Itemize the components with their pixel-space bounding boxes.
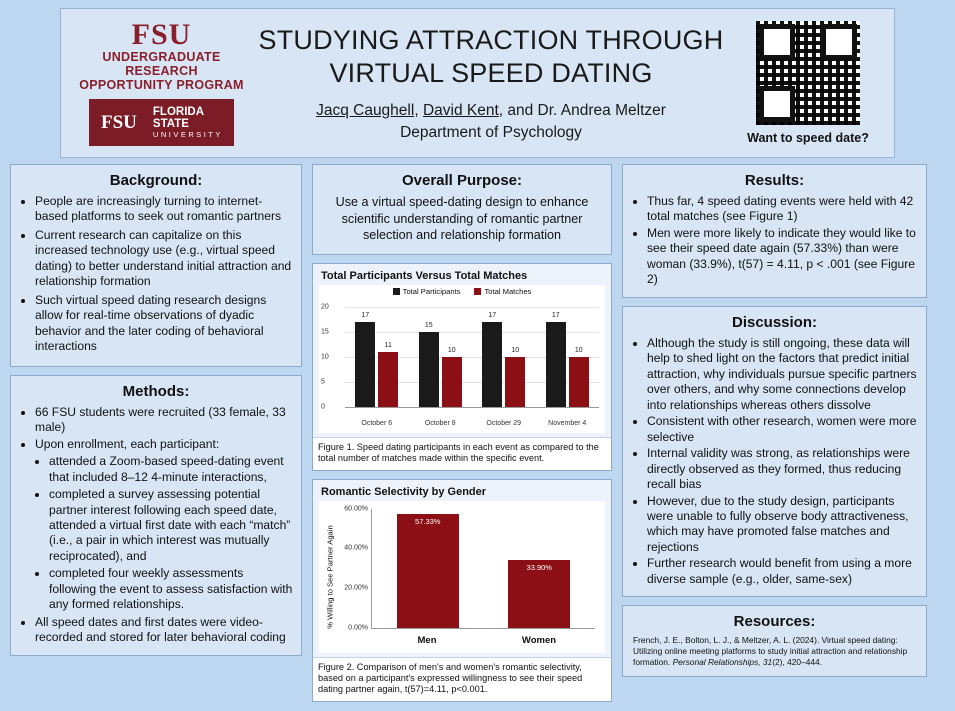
figure-2-category-labels [371,635,595,646]
resources-section [622,605,927,677]
x-tick-oct8: October 8 [424,419,456,427]
bar-group-oct-8 [419,307,462,407]
citation-journal: Personal Relationships, 31 [672,657,773,668]
bar-group-oct-6 [355,307,398,407]
figure-1-caption: Figure 1. Speed dating participants in each event as compared to the total number of matches made within the specific event. [313,437,611,470]
figure-1-chart-area [313,264,611,437]
y-tick-40: 40.00% [344,544,368,552]
methods-bullets [19,405,293,646]
results-bullets [631,194,918,288]
legend-label-matches: Total Matches [484,286,532,296]
fsu-full-name [153,106,223,140]
bar-participants-oct29 [482,311,502,407]
urop-line-1: UNDERGRADUATE RESEARCH [102,49,221,79]
bar-matches-oct6 [378,341,398,407]
list-item: • People are increasingly turning to internet-based platforms to seek out romantic partners [35,194,293,225]
y-tick-0: 0.00% [348,624,368,632]
qr-caption: Want to speed date? [747,131,869,145]
urop-fsu-wordmark: FSU [131,17,192,51]
methods-title: Methods: [122,382,190,400]
column-middle [312,164,612,710]
bar-value: 17 [361,311,370,319]
figure-2-chart-area [313,480,611,657]
x-tick-women: Women [521,634,557,646]
column-right [622,164,927,685]
bar-value: 15 [424,321,433,329]
list-item: • Current research can capitalize on this increased technology use (e.g., virtual speed dating) to better understand initial attraction and relationship formation [35,228,293,290]
y-tick-10: 10 [321,353,329,361]
figure-2-caption: Figure 2. Comparison of men's and women's romantic selectivity, based on a participant's expressed willingness to see their speed dating partner again, t(57)=4.11, p<0.001. [313,657,611,701]
list-item: • However, due to the study design, participants were unable to fully observe body attractiveness, which may have promoted false matches and rejections [647,494,918,556]
list-item [35,437,293,613]
page-title-line-2: VIRTUAL SPEED DATING [329,58,653,88]
bar-value-men: 57.33% [415,517,441,526]
bar-chart-selectivity-by-gender [319,501,605,653]
logo-block [61,17,254,147]
bar-matches-oct8 [442,346,462,407]
fsu-university-logo [89,99,234,147]
urop-logo [69,17,254,93]
purpose-text: Use a virtual speed-dating design to enhance scientific understanding of romantic partner selection and relationship formation [335,195,589,243]
figure-1-category-labels [345,420,599,427]
author-3: , and Dr. Andrea Meltzer [498,101,666,119]
list-item: • Men were more likely to indicate they would like to see their speed date again (57.33%) than were woman (33.9%), t(57) = 4.11, p < .001 (see Figure 2) [647,226,918,288]
purpose-title: Overall Purpose: [401,172,523,189]
column-left [10,164,302,664]
list-item: • Consistent with other research, women were more selective [647,414,918,445]
methods-section [10,375,302,656]
bar-participants-nov4 [546,311,566,407]
figure-1-chart-title: Total Participants Versus Total Matches [321,269,528,282]
x-tick-oct6: October 6 [361,419,393,427]
bar-group-oct-29 [482,307,525,407]
qr-code-icon[interactable] [756,21,860,125]
bar-participants-oct6 [355,311,375,407]
methods-sub-bullets [35,454,293,613]
bar-women [508,560,570,627]
department-line: Department of Psychology [400,123,582,141]
x-tick-nov4: November 4 [548,419,587,427]
bar-matches-nov4 [569,346,589,407]
x-tick-men: Men [417,634,437,646]
y-tick-5: 5 [321,378,325,386]
bar-men [397,514,459,628]
y-tick-0: 0 [321,403,325,411]
author-1: Jacq Caughell [316,101,415,119]
list-item: • Such virtual speed dating research designs allow for real-time observations of dyadic behavior and the later coding of behavioral interactions [35,293,293,355]
discussion-section [622,306,927,598]
urop-line-2: OPPORTUNITY PROGRAM [79,78,244,93]
bar-value: 17 [488,311,497,319]
y-tick-60: 60.00% [344,505,368,513]
bar-value: 10 [511,346,520,354]
list-item: • completed four weekly assessments following the event to assess satisfaction with any formed relationships. [49,566,293,612]
figure-2-chart-title: Romantic Selectivity by Gender [321,485,487,498]
fsu-full-name-text: FLORIDA STATE [152,105,204,131]
fsu-university-subtext: UNIVERSITY [152,130,223,140]
bar-value: 10 [574,346,583,354]
legend-item-participants [393,287,461,296]
resources-title: Resources: [733,613,816,631]
list-item: • Although the study is still ongoing, these data will help to shed light on the factors that predict initial attraction, why individuals pursue specific partners over others, and why some connections develop into relationships whereas others dissolve [647,336,918,413]
results-section [622,164,927,298]
list-item: • Thus far, 4 speed dating events were held with 42 total matches (see Figure 1) [647,194,918,225]
citation-part-2: (2), 420–444. [772,657,823,668]
background-title: Background: [109,172,203,189]
list-item: • Further research would benefit from using a more diverse sample (e.g., older, same-sex) [647,556,918,587]
y-tick-20: 20.00% [344,584,368,592]
figure-2-bars [372,509,595,628]
bar-group-nov-4 [546,307,589,407]
resources-citation [631,635,918,668]
figure-2-plot-area [344,505,595,632]
list-item: • All speed dates and first dates were video-recorded and stored for later behavioral coding [35,615,293,646]
list-item: • Internal validity was strong, as relationships were directly observed as they formed, thus reducing recall bias [647,446,918,492]
bar-participants-oct8 [419,321,439,407]
bar-value: 17 [551,311,560,319]
x-tick-oct29: October 29 [486,419,522,427]
page-title-line-1: STUDYING ATTRACTION THROUGH [258,25,724,56]
results-title: Results: [744,172,805,189]
title-block [254,24,728,142]
list-item-label: Upon enrollment, each participant: [35,436,220,451]
page-title [258,24,724,90]
bar-chart-participants-matches [319,285,605,433]
figure-2 [312,479,612,702]
discussion-title: Discussion: [731,313,818,331]
bar-value: 10 [447,346,456,354]
y-tick-15: 15 [321,328,329,336]
qr-block [728,21,894,145]
y-tick-20: 20 [321,303,329,311]
background-section [10,164,302,367]
fsu-mini-wordmark: FSU [101,112,137,134]
citation-part-1: French, J. E., Bolton, L. J., & Meltzer, A. L. (2024). Virtual speed dating: Utilizing online meeting platforms to study initial attraction and relationship formation. [633,635,908,668]
poster-columns [10,164,945,710]
author-separator: , [414,101,423,119]
list-item: • attended a Zoom-based speed-dating event that included 8–12 4-minute interactions, [49,454,293,485]
figure-2-y-axis-label: % Willing to See Partner Again [325,524,335,629]
legend-label-participants: Total Participants [402,286,461,296]
bar-value-women: 33.90% [526,563,552,573]
purpose-section [312,164,612,255]
background-bullets [19,194,293,355]
legend-item-matches [474,287,531,296]
poster-header [60,8,895,158]
author-2: David Kent [422,101,499,119]
bar-value: 11 [384,341,392,349]
author-list [258,102,724,120]
list-item: • 66 FSU students were recruited (33 female, 33 male) [35,405,293,436]
figure-1-bar-groups [345,307,599,407]
list-item: • completed a survey assessing potential partner interest following each speed date, attended a virtual first date with each “match” (i.e., a pair in which interest was mutually reciprocated), and [49,487,293,564]
discussion-bullets [631,336,918,588]
bar-matches-oct29 [505,346,525,407]
figure-1 [312,263,612,471]
figure-1-legend [321,287,603,296]
